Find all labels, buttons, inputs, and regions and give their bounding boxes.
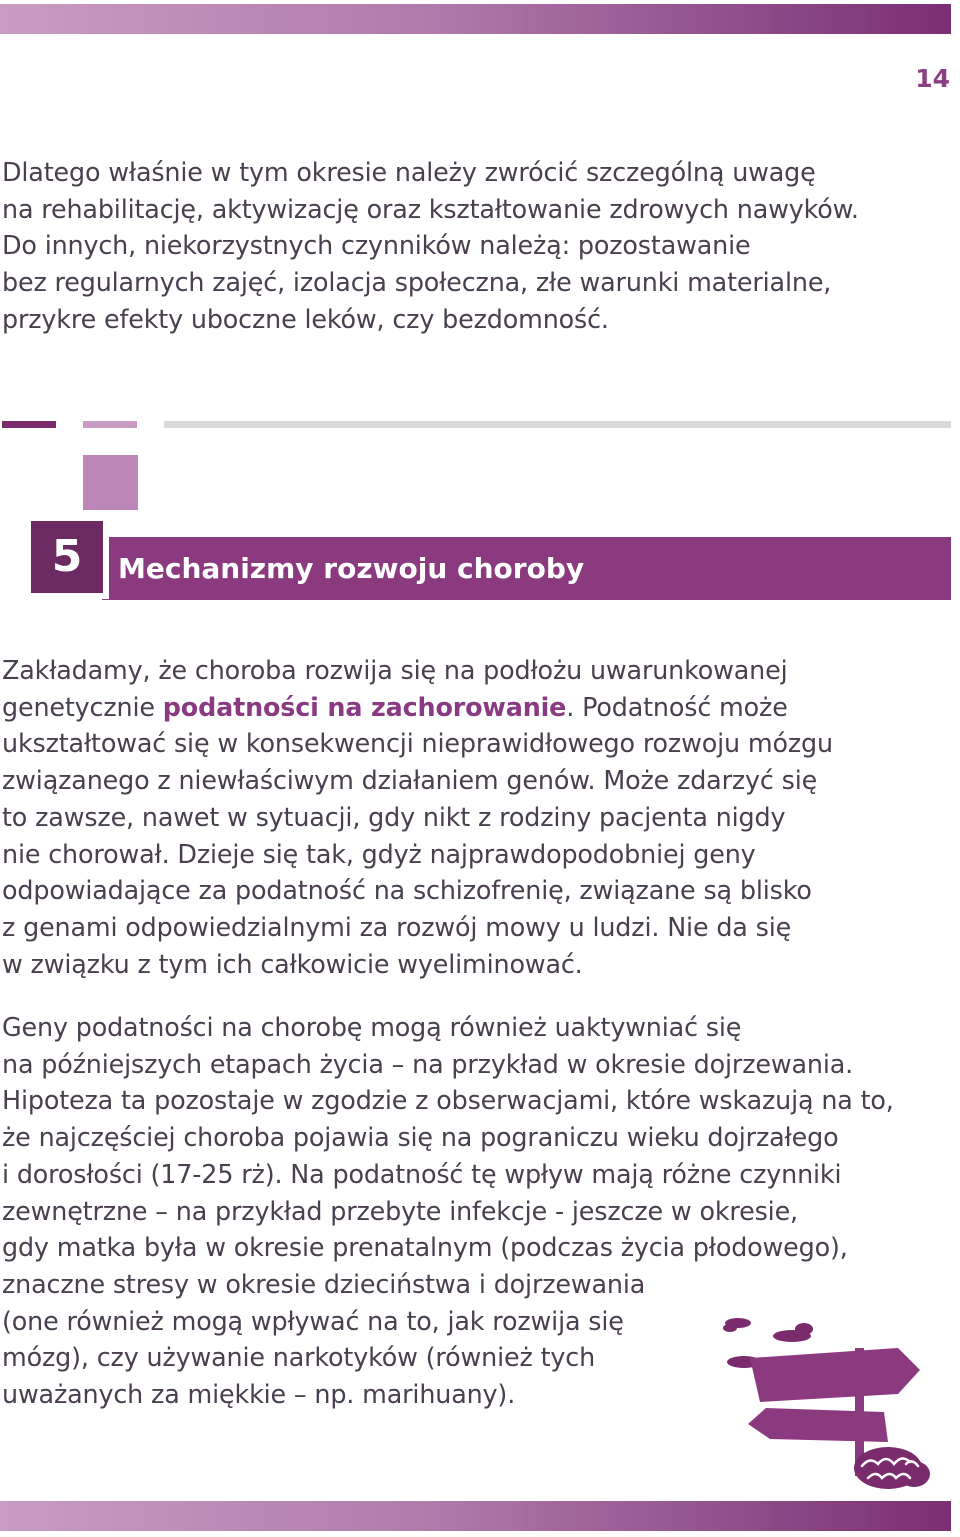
divider-segment-dark (2, 421, 56, 428)
section-number-box (31, 521, 103, 593)
section-title: Mechanizmy rozwoju choroby (118, 552, 585, 585)
paragraph-1-end: . Podatność może ukształtować się w konsekwencji nieprawidłowego rozwoju mózgu związanego z niewłaściwym działaniem genów. Może zdarzyć się to zawsze, nawet w sytuacji, gdy nikt z rodziny pacjenta nigdy nie chorował. Dzieje się tak, gdyż najprawdopodobniej geny odpowiadające za podatność na schizofrenię, związane są blisko z genami odpowiedzialnymi za rozwój mowy u ludzi. Nie da się w związku z tym ich całkowicie wyeliminować. (2, 691, 833, 979)
divider-segment-pink (83, 421, 137, 428)
decorative-square (83, 455, 138, 510)
top-decorative-bar (0, 4, 951, 34)
body-paragraph-1 (2, 652, 932, 982)
signpost-brain-icon (722, 1296, 954, 1496)
section-number: 5 (51, 531, 83, 582)
intro-paragraph: Dlatego właśnie w tym okresie należy zwrócić szczególną uwagę na rehabilitację, aktywizację oraz kształtowanie zdrowych nawyków. Do innych, niekorzystnych czynników należą: pozostawanie bez regularnych zajęć, izolacja społeczna, złe warunki materialne, przykre efekty uboczne leków, czy bezdomność. (2, 157, 859, 334)
divider-segment-grey (164, 421, 951, 428)
page-number: 14 (915, 64, 950, 93)
paragraph-1-start: Zakładamy, że choroba rozwija się na podłożu uwarunkowanej genetycznie (2, 655, 788, 722)
highlight-term: podatności na zachorowanie (162, 691, 567, 722)
body-paragraph-2: Geny podatności na chorobę mogą również uaktywniać się na późniejszych etapach życia – na przykład w okresie dojrzewania. Hipoteza ta pozostaje w zgodzie z obserwacjami, które wskazują na to, że najczęściej choroba pojawia się na pograniczu wieku dojrzałego i dorosłości (17-25 rż). Na podatność tę wpływ mają różne czynniki zewnętrzne – na przykład przebyte infekcje - jeszcze w okresie, gdy matka była w okresie prenatalnym (podczas życia płodowego), znaczne stresy w okresie dzieciństwa i dojrzewania (one również mogą wpływać na to, jak rozwija się mózg), czy używanie narkotyków (również tych uważanych za miękkie – np. marihuany). (2, 1012, 894, 1410)
bottom-decorative-bar (0, 1501, 951, 1531)
